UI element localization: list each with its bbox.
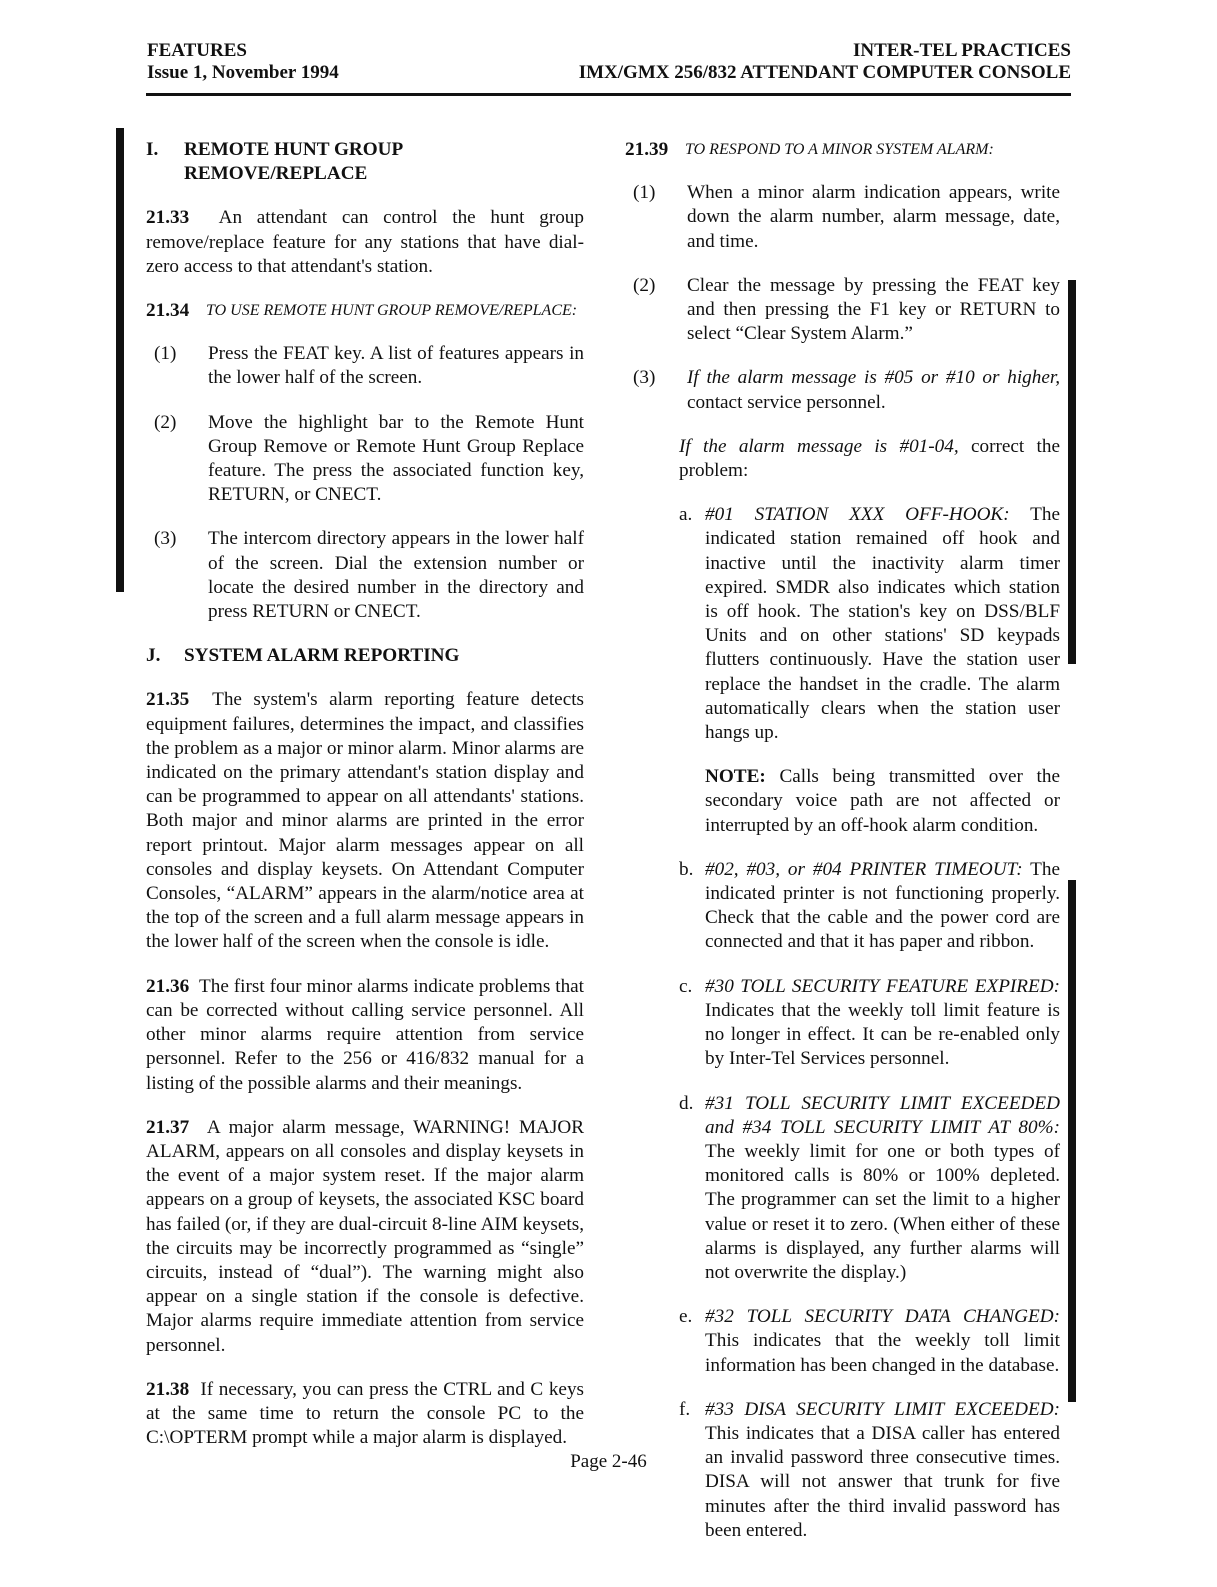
paragraph-21-35 <box>146 688 584 954</box>
step-text: When a minor alarm indication appears, write down the alarm number, alarm message, date, and time. <box>687 182 1060 252</box>
procedure-title: TO RESPOND TO A MINOR SYSTEM ALARM: <box>685 141 994 158</box>
page-header-left <box>147 40 339 84</box>
change-bar-right-1 <box>1068 280 1076 664</box>
alarm-title: #33 DISA SECURITY LIMIT EXCEEDED: <box>705 1398 1060 1420</box>
paragraph-21-38 <box>146 1378 584 1451</box>
paragraph-21-33 <box>146 206 584 279</box>
alarm-item <box>679 1092 1060 1286</box>
note-text: Calls being transmitted over the secondary voice path are not affected or interrupted by an off-hook alarm condition. <box>705 766 1060 836</box>
paragraph-text: The system's alarm reporting feature detects equipment failures, determines the impact, and classifies the problem as a major or minor alarm. Minor alarms are indicated on the primary attendant's station display and can be programmed to appear on all attendants' stations. Both major and minor alarms are printed in the error report printout. Major alarm messages appear on all consoles and display keysets. On Attendant Computer Consoles, “ALARM” appears in the alarm/notice area at the top of the screen and a full alarm message appears in the lower half of the screen when the console is idle. <box>146 689 585 953</box>
page-header-right <box>579 40 1071 84</box>
paragraph-21-36 <box>146 975 584 1096</box>
procedure-heading-21-39 <box>625 138 1060 162</box>
paragraph-text: An attendant can control the hunt group remove/replace feature for any stations that have dial-zero access to that attendant's station. <box>146 207 584 277</box>
section-label: J. <box>146 645 161 667</box>
section-heading-i <box>146 138 584 186</box>
step-condition: If the alarm message is #05 or #10 or higher, <box>687 367 1060 389</box>
alarm-title: #02, #03, or #04 PRINTER TIMEOUT: <box>705 858 1023 880</box>
item-letter: d. <box>679 1092 694 1114</box>
item-text <box>705 1305 1060 1378</box>
paragraph-number: 21.38 <box>146 1378 190 1400</box>
header-rule <box>146 93 1071 96</box>
step-number: (3) <box>154 528 177 550</box>
alarm-item <box>679 975 1060 1072</box>
item-text <box>705 858 1060 955</box>
left-column <box>146 138 584 1470</box>
step-text <box>687 366 1060 414</box>
paragraph-text: If necessary, you can press the CTRL and C keys at the same time to return the console PC to the C:\OPTERM prompt while a major alarm is displayed. <box>146 1378 585 1449</box>
right-column <box>625 138 1060 1563</box>
step-item <box>625 181 1060 254</box>
step-item <box>146 411 584 508</box>
item-letter: c. <box>679 975 693 997</box>
paragraph-number: 21.37 <box>146 1116 190 1138</box>
step-text: Clear the message by pressing the FEAT key and then pressing the F1 key or RETURN to select “Clear System Alarm.” <box>687 274 1060 345</box>
paragraph-number: 21.34 <box>146 300 190 322</box>
alarm-item <box>679 503 1060 745</box>
paragraph-number: 21.36 <box>146 975 190 997</box>
paragraph-number: 21.33 <box>146 207 190 229</box>
item-letter: b. <box>679 858 694 880</box>
paragraph-21-37 <box>146 1116 584 1358</box>
change-bar-right-2 <box>1068 880 1076 1402</box>
header-practices: INTER-TEL PRACTICES <box>852 40 1071 61</box>
step-item <box>625 366 1060 414</box>
step-number: (1) <box>633 182 656 204</box>
note <box>705 765 1060 838</box>
paragraph-text: The first four minor alarms indicate problems that can be corrected without calling service personnel. All other minor alarms require attention from service personnel. Refer to the 256 or 416/832 manual for a listing of the possible alarms and their meanings. <box>146 975 585 1094</box>
alarm-item <box>679 858 1060 955</box>
section-title: REMOTE HUNT GROUP REMOVE/REPLACE <box>184 139 403 185</box>
alarm-description: The indicated station remained off hook and inactive until the inactivity alarm timer expired. SMDR also indicates which station is off hook. The station's key on DSS/BLF Units and on other stations' SD keypads flutters continuously. Have the station user replace the handset in the cradle. The alarm automatically clears when the station user hangs up. <box>705 504 1060 744</box>
step-number: (2) <box>633 274 656 296</box>
alarm-description: This indicates that a DISA caller has entered an invalid password three consecutive times. DISA will not answer that trunk for five minutes after the third invalid password has been entered. <box>705 1422 1060 1541</box>
alarm-description: Indicates that the weekly toll limit feature is no longer in effect. It can be re-enabled only by Inter-Tel Services personnel. <box>705 999 1060 1070</box>
step-action: correct the problem: <box>679 435 1060 482</box>
page-number: Page 2-46 <box>570 1451 647 1472</box>
step-number: (1) <box>154 343 177 365</box>
item-text <box>705 503 1060 745</box>
header-doc-title: IMX/GMX 256/832 ATTENDANT COMPUTER CONSOLE <box>578 62 1071 83</box>
alarm-item <box>679 1305 1060 1378</box>
alarm-description: This indicates that the weekly toll limit information has been changed in the database. <box>705 1330 1060 1376</box>
paragraph-text: A major alarm message, WARNING! MAJOR ALARM, appears on all consoles and display keysets in the event of a major system reset. If the major alarm appears on a group of keysets, the associated KSC board has failed (or, if they are dual-circuit 8-line AIM keysets, the circuits may be incorrectly programmed as “single” circuits, instead of “dual”). The warning might also appear on a single station if the console is defective. Major alarms require immediate attention from service personnel. <box>146 1116 584 1356</box>
alarm-title: #01 STATION XXX OFF-HOOK: <box>705 504 1010 526</box>
procedure-title: TO USE REMOTE HUNT GROUP REMOVE/REPLACE: <box>206 302 578 320</box>
item-text <box>705 975 1060 1072</box>
alarm-description: The indicated printer is not functioning properly. Check that the cable and the power cord are connected and that it has paper and ribbon. <box>705 858 1061 953</box>
step-text: The intercom directory appears in the lower half of the screen. Dial the extension number or locate the desired number in the directory and press RETURN or CNECT. <box>208 528 584 623</box>
step-item <box>146 342 584 390</box>
item-letter: a. <box>679 504 693 526</box>
alarm-list <box>679 503 1060 1543</box>
alarm-title: #31 TOLL SECURITY LIMIT EXCEEDED and #34 TOLL SECURITY LIMIT AT 80%: <box>705 1092 1060 1138</box>
step-item <box>146 527 584 624</box>
change-bar-left <box>116 128 124 592</box>
item-letter: f. <box>679 1398 691 1420</box>
step-number: (3) <box>633 367 656 389</box>
header-section: FEATURES <box>147 40 247 61</box>
paragraph-number: 21.39 <box>625 139 669 160</box>
note-label: NOTE: <box>705 766 766 788</box>
step-condition: If the alarm message is #01-04, <box>679 435 959 457</box>
section-label: I. <box>146 139 159 160</box>
step-continuation <box>679 435 1060 483</box>
item-text <box>705 1092 1060 1286</box>
paragraph-number: 21.35 <box>146 689 190 711</box>
alarm-title: #30 TOLL SECURITY FEATURE EXPIRED: <box>705 975 1060 997</box>
item-letter: e. <box>679 1306 693 1328</box>
alarm-title: #32 TOLL SECURITY DATA CHANGED: <box>705 1306 1060 1328</box>
header-issue: Issue 1, November 1994 <box>147 62 339 83</box>
step-item <box>625 274 1060 347</box>
section-title: SYSTEM ALARM REPORTING <box>184 645 460 667</box>
alarm-description: The weekly limit for one or both types of monitored calls is 80% or 100% depleted. The programmer can set the limit to a higher value or reset it to zero. (When either of these alarms is displayed, any further alarms will not overwrite the display.) <box>705 1140 1060 1283</box>
step-text: Press the FEAT key. A list of features appears in the lower half of the screen. <box>208 343 584 389</box>
step-action: contact service personnel. <box>687 391 886 413</box>
step-number: (2) <box>154 411 177 433</box>
section-heading-j <box>146 644 584 668</box>
step-text: Move the highlight bar to the Remote Hunt Group Remove or Remote Hunt Group Replace feature. The press the associated function key, RETURN, or CNECT. <box>208 411 584 506</box>
procedure-heading-21-34 <box>146 299 584 323</box>
